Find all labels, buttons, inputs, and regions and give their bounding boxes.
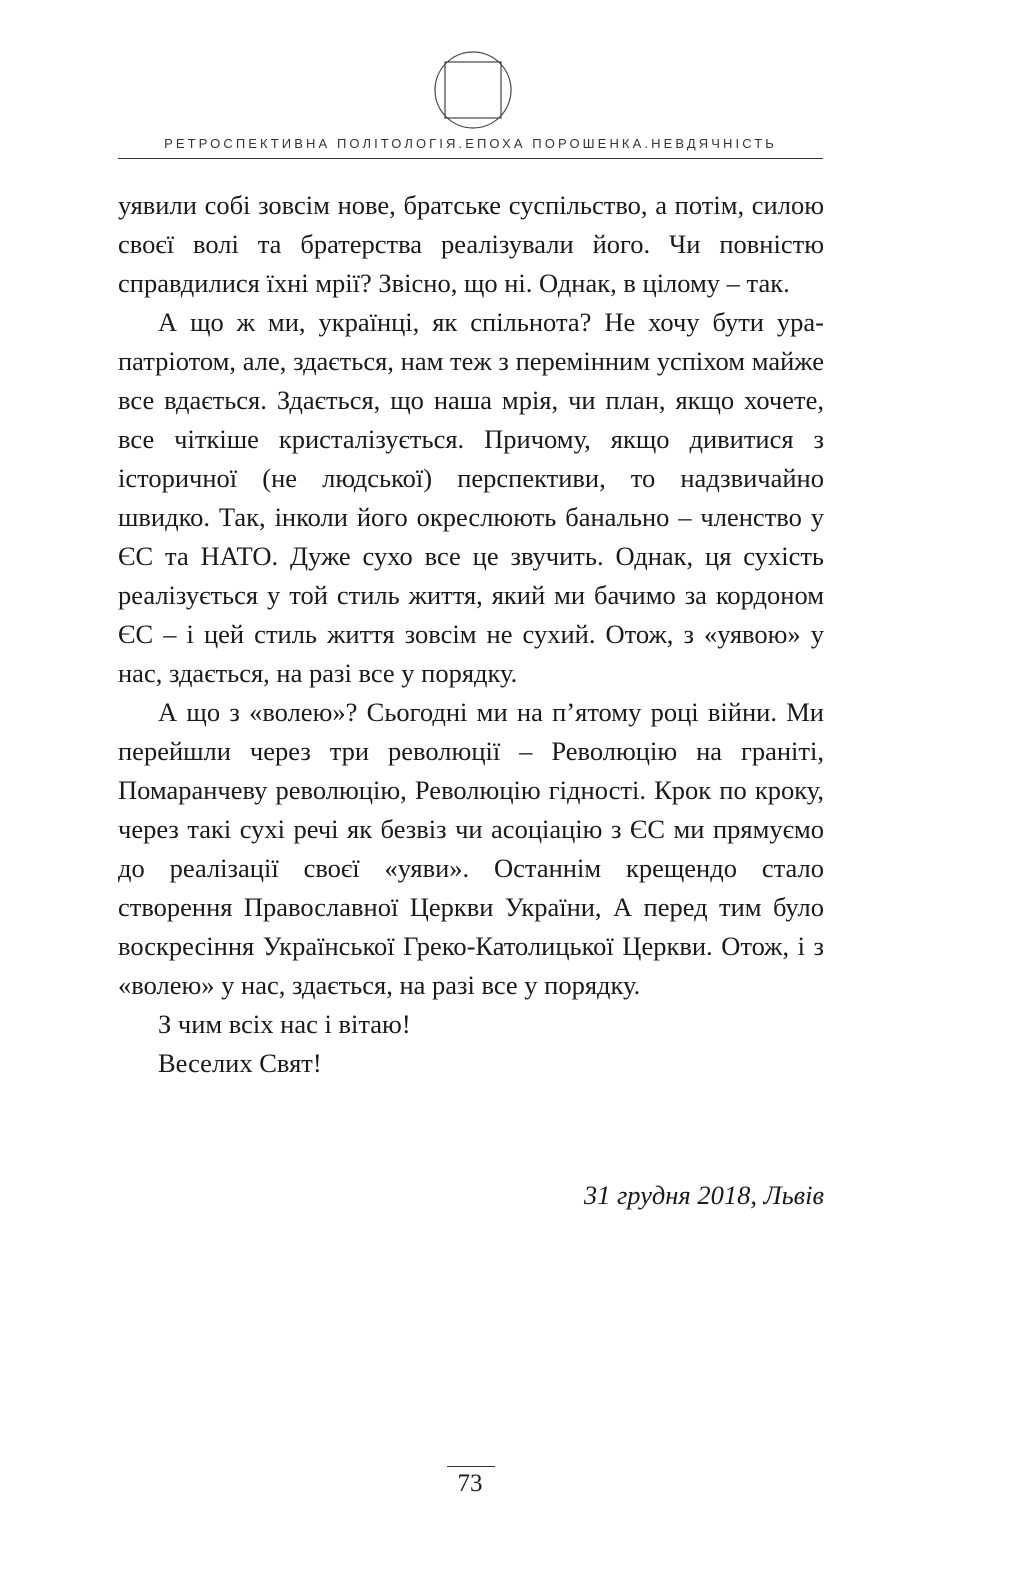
page-number: 73	[457, 1470, 483, 1497]
circle-square-logo-icon	[433, 50, 513, 130]
header-divider	[118, 158, 823, 159]
body-paragraph-5: Веселих Свят!	[158, 1048, 322, 1078]
body-paragraph-4: З чим всіх нас і вітаю!	[158, 1009, 411, 1039]
date-place-signature: 31 грудня 2018, Львів	[583, 1180, 824, 1210]
running-header-title: РЕТРОСПЕКТИВНА ПОЛІТОЛОГІЯ.ЕПОХА ПОРОШЕНКА.НЕВДЯЧНІСТЬ	[164, 136, 777, 151]
body-paragraph-3: А що з «волею»? Сьогодні ми на п’ятому році війни. Ми перейшли через три революції – Революцію на граніті, Помаранчеву революцію, Революцію гідності. Крок по кроку, через такі сухі речі як безвіз чи асоціацію з ЄС ми прямуємо до реалізації своєї «уяви». Останнім крещендо стало створення Православної Церкви України, А перед тим було воскресіння Української Греко-Католицької Церкви. Отож, і з «волею» у нас, здається, на разі все у порядку.	[118, 697, 824, 1000]
page-body-text	[118, 186, 824, 1083]
body-paragraph-1: уявили собі зовсім нове, братське суспільство, а потім, силою своєї волі та братерства реалізували його. Чи повністю справдилися їхні мрії? Звісно, що ні. Однак, в цілому – так.	[118, 190, 824, 298]
body-paragraph-2: А що ж ми, українці, як спільнота? Не хочу бути ура-патріотом, але, здається, нам теж з перемінним успіхом майже все вдається. Здається, що наша мрія, чи план, якщо хочете, все чіткіше кристалізується. Причому, якщо дивитися з історичної (не людської) перспективи, то надзвичайно швидко. Так, інколи його окреслюють банально – членство у ЄС та НАТО. Дуже сухо все це звучить. Однак, ця сухість реалізується у той стиль життя, який ми бачимо за кордоном ЄС – і цей стиль життя зовсім не сухий. Отож, з «уявою» у нас, здається, на разі все у порядку.	[118, 307, 824, 688]
page-number-divider	[447, 1466, 495, 1467]
